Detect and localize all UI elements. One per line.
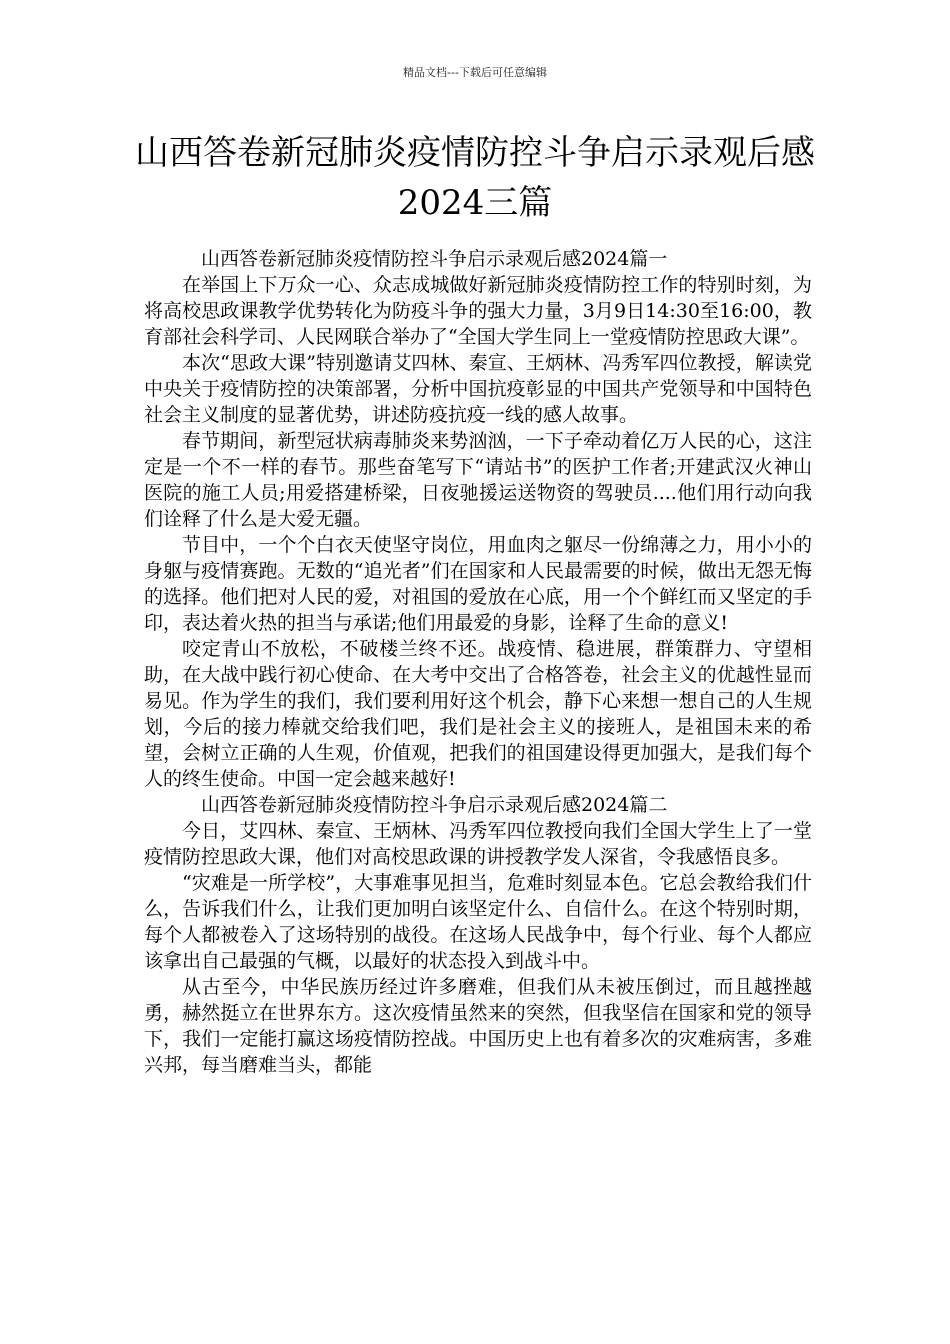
paragraph: 咬定青山不放松，不破楼兰终不还。战疫情、稳进展，群策群力、守望相助，在大战中践行初心使命、在大考中交出了合格答卷，社会主义的优越性显而易见。作为学生的我们，我们要利用好这个机会，静下心来想一想自己的人生规划，今后的接力棒就交给我们吧，我们是社会主义的接班人，是祖国未来的希望，会树立正确的人生观，价值观，把我们的祖国建设得更加强大，是我们每个人的终生使命。中国一定会越来越好! xyxy=(144,638,812,790)
document-body xyxy=(144,246,812,1078)
section-heading-1: 山西答卷新冠肺炎疫情防控斗争启示录观后感2024篇一 xyxy=(201,248,668,270)
paragraph: 今日，艾四林、秦宣、王炳林、冯秀军四位教授向我们全国大学生上了一堂疫情防控思政大课，他们对高校思政课的讲授教学发人深省，令我感悟良多。 xyxy=(144,820,812,868)
paragraph: 本次“思政大课”特别邀请艾四林、秦宣、王炳林、冯秀军四位教授，解读党中央关于疫情防控的决策部署，分析中国抗疫彰显的中国共产党领导和中国特色社会主义制度的显著优势，讲述防疫抗疫一线的感人故事。 xyxy=(144,352,812,426)
page-header-note: 精品文档---下载后可任意编辑 xyxy=(403,66,547,79)
section-heading-2: 山西答卷新冠肺炎疫情防控斗争启示录观后感2024篇二 xyxy=(201,794,668,816)
paragraph: 在举国上下万众一心、众志成城做好新冠肺炎疫情防控工作的特别时刻，为将高校思政课教学优势转化为防疫斗争的强大力量，3月9日14:30至16:00，教育部社会科学司、人民网联合举办了“全国大学生同上一堂疫情防控思政大课”。 xyxy=(144,274,812,348)
paragraph: 春节期间，新型冠状病毒肺炎来势汹汹，一下子牵动着亿万人民的心，这注定是一个不一样的春节。那些奋笔写下“请站书”的医护工作者;开建武汉火神山医院的施工人员;用爱搭建桥梁，日夜驰援运送物资的驾驶员....他们用行动向我们诠释了什么是大爱无疆。 xyxy=(144,430,812,530)
paragraph: 从古至今，中华民族历经过许多磨难，但我们从未被压倒过，而且越挫越勇，赫然挺立在世界东方。这次疫情虽然来的突然，但我坚信在国家和党的领导下，我们一定能打赢这场疫情防控战。中国历史上也有着多次的灾难病害，多难兴邦，每当磨难当头，都能 xyxy=(144,976,812,1076)
paragraph: “灾难是一所学校”，大事难事见担当，危难时刻显本色。它总会教给我们什么，告诉我们什么，让我们更加明白该坚定什么、自信什么。在这个特别时期，每个人都被卷入了这场特别的战役。在这场人民战争中，每个行业、每个人都应该拿出自己最强的气概，以最好的状态投入到战斗中。 xyxy=(144,872,812,972)
paragraph: 节目中，一个个白衣天使坚守岗位，用血肉之躯尽一份绵薄之力，用小小的身躯与疫情赛跑。无数的“追光者”们在国家和人民最需要的时候，做出无怨无悔的选择。他们把对人民的爱，对祖国的爱放在心底，用一个个鲜红而又坚定的手印，表达着火热的担当与承诺;他们用最爱的身影，诠释了生命的意义! xyxy=(144,534,812,634)
document-title: 山西答卷新冠肺炎疫情防控斗争启示录观后感2024三篇 xyxy=(135,133,815,223)
